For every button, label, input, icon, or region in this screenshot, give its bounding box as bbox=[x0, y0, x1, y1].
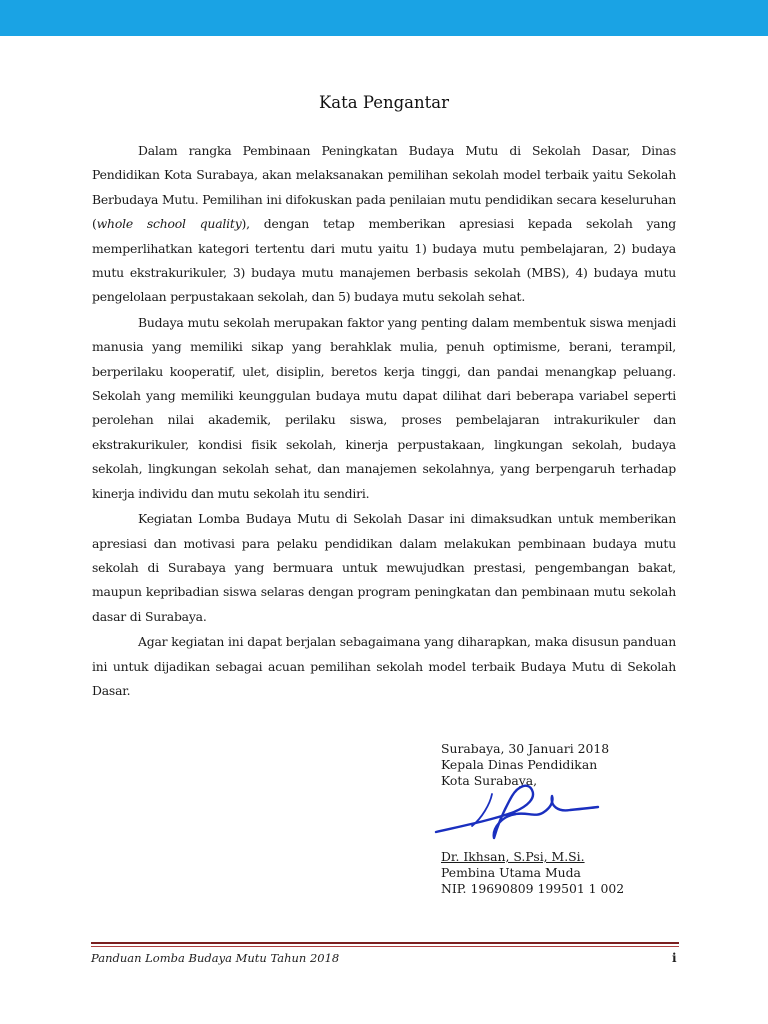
paragraph-3: Kegiatan Lomba Budaya Mutu di Sekolah Dasar ini dimaksudkan untuk memberikan apresiasi dan motivasi para pelaku pendidikan dalam melakukan pembinaan budaya mutu sekolah di Surabaya yang bermuara untuk mewujudkan prestasi, pengembangan bakat, maupun kepribadian siswa selaras dengan program peningkatan dan pembinaan mutu sekolah dasar di Surabaya. bbox=[92, 511, 676, 624]
signer-rank: Pembina Utama Muda bbox=[441, 865, 581, 880]
signer-office: Kota Surabaya, bbox=[441, 773, 538, 788]
paragraph-1-text-a: Dalam rangka Pembinaan Peningkatan Budaya Mutu di Sekolah Dasar, Dinas Pendidikan Kota Surabaya, akan melaksanakan pemilihan sekolah model terbaik yaitu Sekolah Berbudaya Mutu. Pemilihan ini difokuskan pada penilaian mutu pendidikan secara keseluruhan ( bbox=[92, 143, 676, 232]
place-date: Surabaya, 30 Januari 2018 bbox=[441, 741, 610, 756]
signer-nip: NIP. 19690809 199501 1 002 bbox=[441, 881, 625, 896]
footer-rule-thin bbox=[91, 946, 679, 947]
signer-position: Kepala Dinas Pendidikan bbox=[441, 757, 598, 772]
paragraph-1-emphasis: whole school quality bbox=[96, 216, 242, 232]
footer-rule bbox=[91, 942, 679, 944]
paragraph-1-text-b: ), dengan tetap memberikan apresiasi kepada sekolah yang memperlihatkan kategori tertentu dari mutu yaitu 1) budaya mutu pembelajaran, 2) budaya mutu ekstrakurikuler, 3) budaya mutu manajemen berbasis sekolah (MBS), 4) budaya mutu pengelolaan perpustakaan sekolah, dan 5) budaya mutu sekolah sehat. bbox=[92, 216, 676, 305]
footer-text: Panduan Lomba Budaya Mutu Tahun 2018 bbox=[91, 951, 340, 965]
paragraph-1 bbox=[92, 139, 676, 310]
paragraph-4: Agar kegiatan ini dapat berjalan sebagaimana yang diharapkan, maka disusun panduan ini untuk dijadikan sebagai acuan pemilihan sekolah model terbaik Budaya Mutu di Sekolah Dasar. bbox=[92, 634, 676, 698]
paragraph-2: Budaya mutu sekolah merupakan faktor yang penting dalam membentuk siswa menjadi manusia yang memiliki sikap yang berahklak mulia, penuh optimisme, berani, terampil, berperilaku kooperatif, ulet, disiplin, beretos kerja tinggi, dan pandai menangkap peluang. Sekolah yang memiliki keunggulan budaya mutu dapat dilihat dari beberapa variabel seperti perolehan nilai akademik, perilaku siswa, proses pembelajaran intrakurikuler dan ekstrakurikuler, kondisi fisik sekolah, kinerja perpustakaan, lingkungan sekolah, budaya sekolah, lingkungan sekolah sehat, dan manajemen sekolahnya, yang berpengaruh terhadap kinerja individu dan mutu sekolah itu sendiri. bbox=[92, 314, 676, 501]
handwritten-signature bbox=[432, 768, 602, 844]
signer-name: Dr. Ikhsan, S.Psi, M.Si. bbox=[441, 849, 585, 864]
page-number: i bbox=[672, 951, 677, 965]
page-title: Kata Pengantar bbox=[318, 93, 449, 112]
top-color-bar bbox=[0, 0, 768, 36]
document-body bbox=[92, 139, 676, 704]
